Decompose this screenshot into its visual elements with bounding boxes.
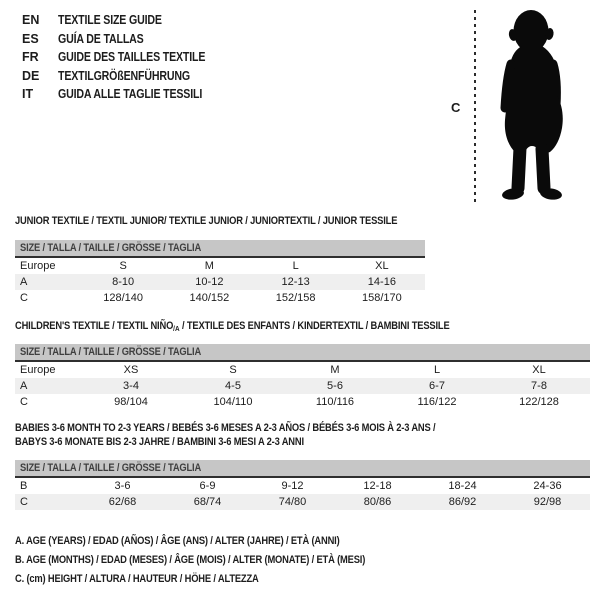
guide-title-it: GUIDA ALLE TAGLIE TESSILI [58,87,203,102]
cell: XS [123,364,139,376]
row-label: A [20,276,28,288]
size-header-bar: SIZE / TALLA / TAILLE / GRÖSSE / TAGLIA [15,344,590,362]
language-code: ES [22,31,39,46]
babies-size-table [15,460,590,510]
height-dotted-line [474,10,476,206]
cell: S [229,364,237,376]
cell: 7-8 [531,380,547,392]
table-row-age-months [15,478,590,494]
cell: 10-12 [195,276,224,288]
subscript-suffix: /A [173,324,180,333]
language-code: EN [22,13,40,28]
language-row-en [22,11,231,30]
language-row-de [22,67,231,86]
cell: 5-6 [327,380,343,392]
children-table-title: CHILDREN'S TEXTILE / TEXTIL NIÑO/A / TEXTILE DES ENFANTS / KINDERTEXTIL / BAMBINI TESSILE [15,320,450,333]
cell: 6-9 [199,480,216,492]
cell: 24-36 [533,480,562,492]
cell: 8-10 [112,276,135,288]
cell: 9-12 [281,480,304,492]
cell: 62/68 [108,496,137,508]
language-code: FR [22,50,39,65]
guide-title-de: TEXTILGRÖßENFÜHRUNG [58,68,190,83]
table-row-height [15,394,590,410]
height-marker-label: C [451,100,461,115]
cell: L [292,260,299,272]
cell: 12-13 [281,276,310,288]
baby-silhouette-icon [498,8,570,208]
cell: M [330,364,340,376]
table-row-age [15,378,590,394]
cell: 18-24 [448,480,477,492]
footnote-c: C. (cm) HEIGHT / ALTURA / HAUTEUR / HÖHE / ALTEZZA [15,573,259,585]
table-row-europe [15,258,425,274]
guide-title-es: GUÍA DE TALLAS [58,31,144,46]
cell: L [433,364,441,376]
cell: 3-4 [123,380,139,392]
cell: 74/80 [278,496,307,508]
language-row-it [22,85,231,104]
cell: 4-5 [225,380,241,392]
table-row-height [15,290,425,306]
row-label: Europe [20,260,56,272]
language-row-es [22,30,231,49]
cell: 68/74 [193,496,222,508]
table-row-height [15,494,590,510]
footnote-b: B. AGE (MONTHS) / EDAD (MESES) / ÂGE (MOIS) / ALTER (MONATE) / ETÀ (MESI) [15,554,366,566]
cell: XL [375,260,389,272]
cell: XL [532,364,546,376]
cell: 80/86 [363,496,392,508]
cell: 6-7 [429,380,445,392]
junior-table-title: JUNIOR TEXTILE / TEXTIL JUNIOR/ TEXTILE JUNIOR / JUNIORTEXTIL / JUNIOR TESSILE [15,215,398,227]
babies-table-title: BABIES 3-6 MONTH TO 2-3 YEARS / BEBÉS 3-6 MESES A 2-3 AÑOS / BÉBÉS 3-6 MOIS À 2-3 ANS / BABYS 3-6 MONATE BIS 2-3 JAHRE / BAMBINI 3-6 MESI A 2-3 ANNI [15,422,436,448]
language-title-list [22,11,231,104]
language-code: DE [22,68,40,83]
children-size-table [15,344,590,410]
legend-footnotes [15,532,427,589]
cell: M [204,260,214,272]
cell: 140/152 [189,292,230,304]
row-label: Europe [20,364,56,376]
cell: 92/98 [533,496,562,508]
cell: 158/170 [361,292,402,304]
row-label: A [20,380,28,392]
cell: 12-18 [363,480,392,492]
row-label: B [20,480,28,492]
cell: 98/104 [114,396,148,408]
table-row-age [15,274,425,290]
footnote-a: A. AGE (YEARS) / EDAD (AÑOS) / ÂGE (ANS) / ALTER (JAHRE) / ETÀ (ANNI) [15,535,340,547]
row-label: C [20,292,28,304]
cell: 3-6 [114,480,131,492]
cell: 104/110 [213,396,253,408]
junior-size-table [15,240,425,306]
size-header-bar: SIZE / TALLA / TAILLE / GRÖSSE / TAGLIA [15,460,590,478]
cell: 14-16 [367,276,396,288]
cell: 152/158 [275,292,316,304]
row-label: C [20,396,28,408]
cell: S [119,260,127,272]
guide-title-en: TEXTILE SIZE GUIDE [58,13,162,28]
table-row-europe [15,362,590,378]
language-code: IT [22,87,34,102]
cell: 116/122 [417,396,457,408]
row-label: C [20,496,28,508]
size-header-bar: SIZE / TALLA / TAILLE / GRÖSSE / TAGLIA [15,240,425,258]
guide-title-fr: GUIDE DES TAILLES TEXTILE [58,50,206,65]
cell: 128/140 [103,292,143,304]
language-row-fr [22,48,231,67]
cell: 110/116 [315,396,355,408]
cell: 122/128 [519,396,559,408]
cell: 86/92 [448,496,477,508]
